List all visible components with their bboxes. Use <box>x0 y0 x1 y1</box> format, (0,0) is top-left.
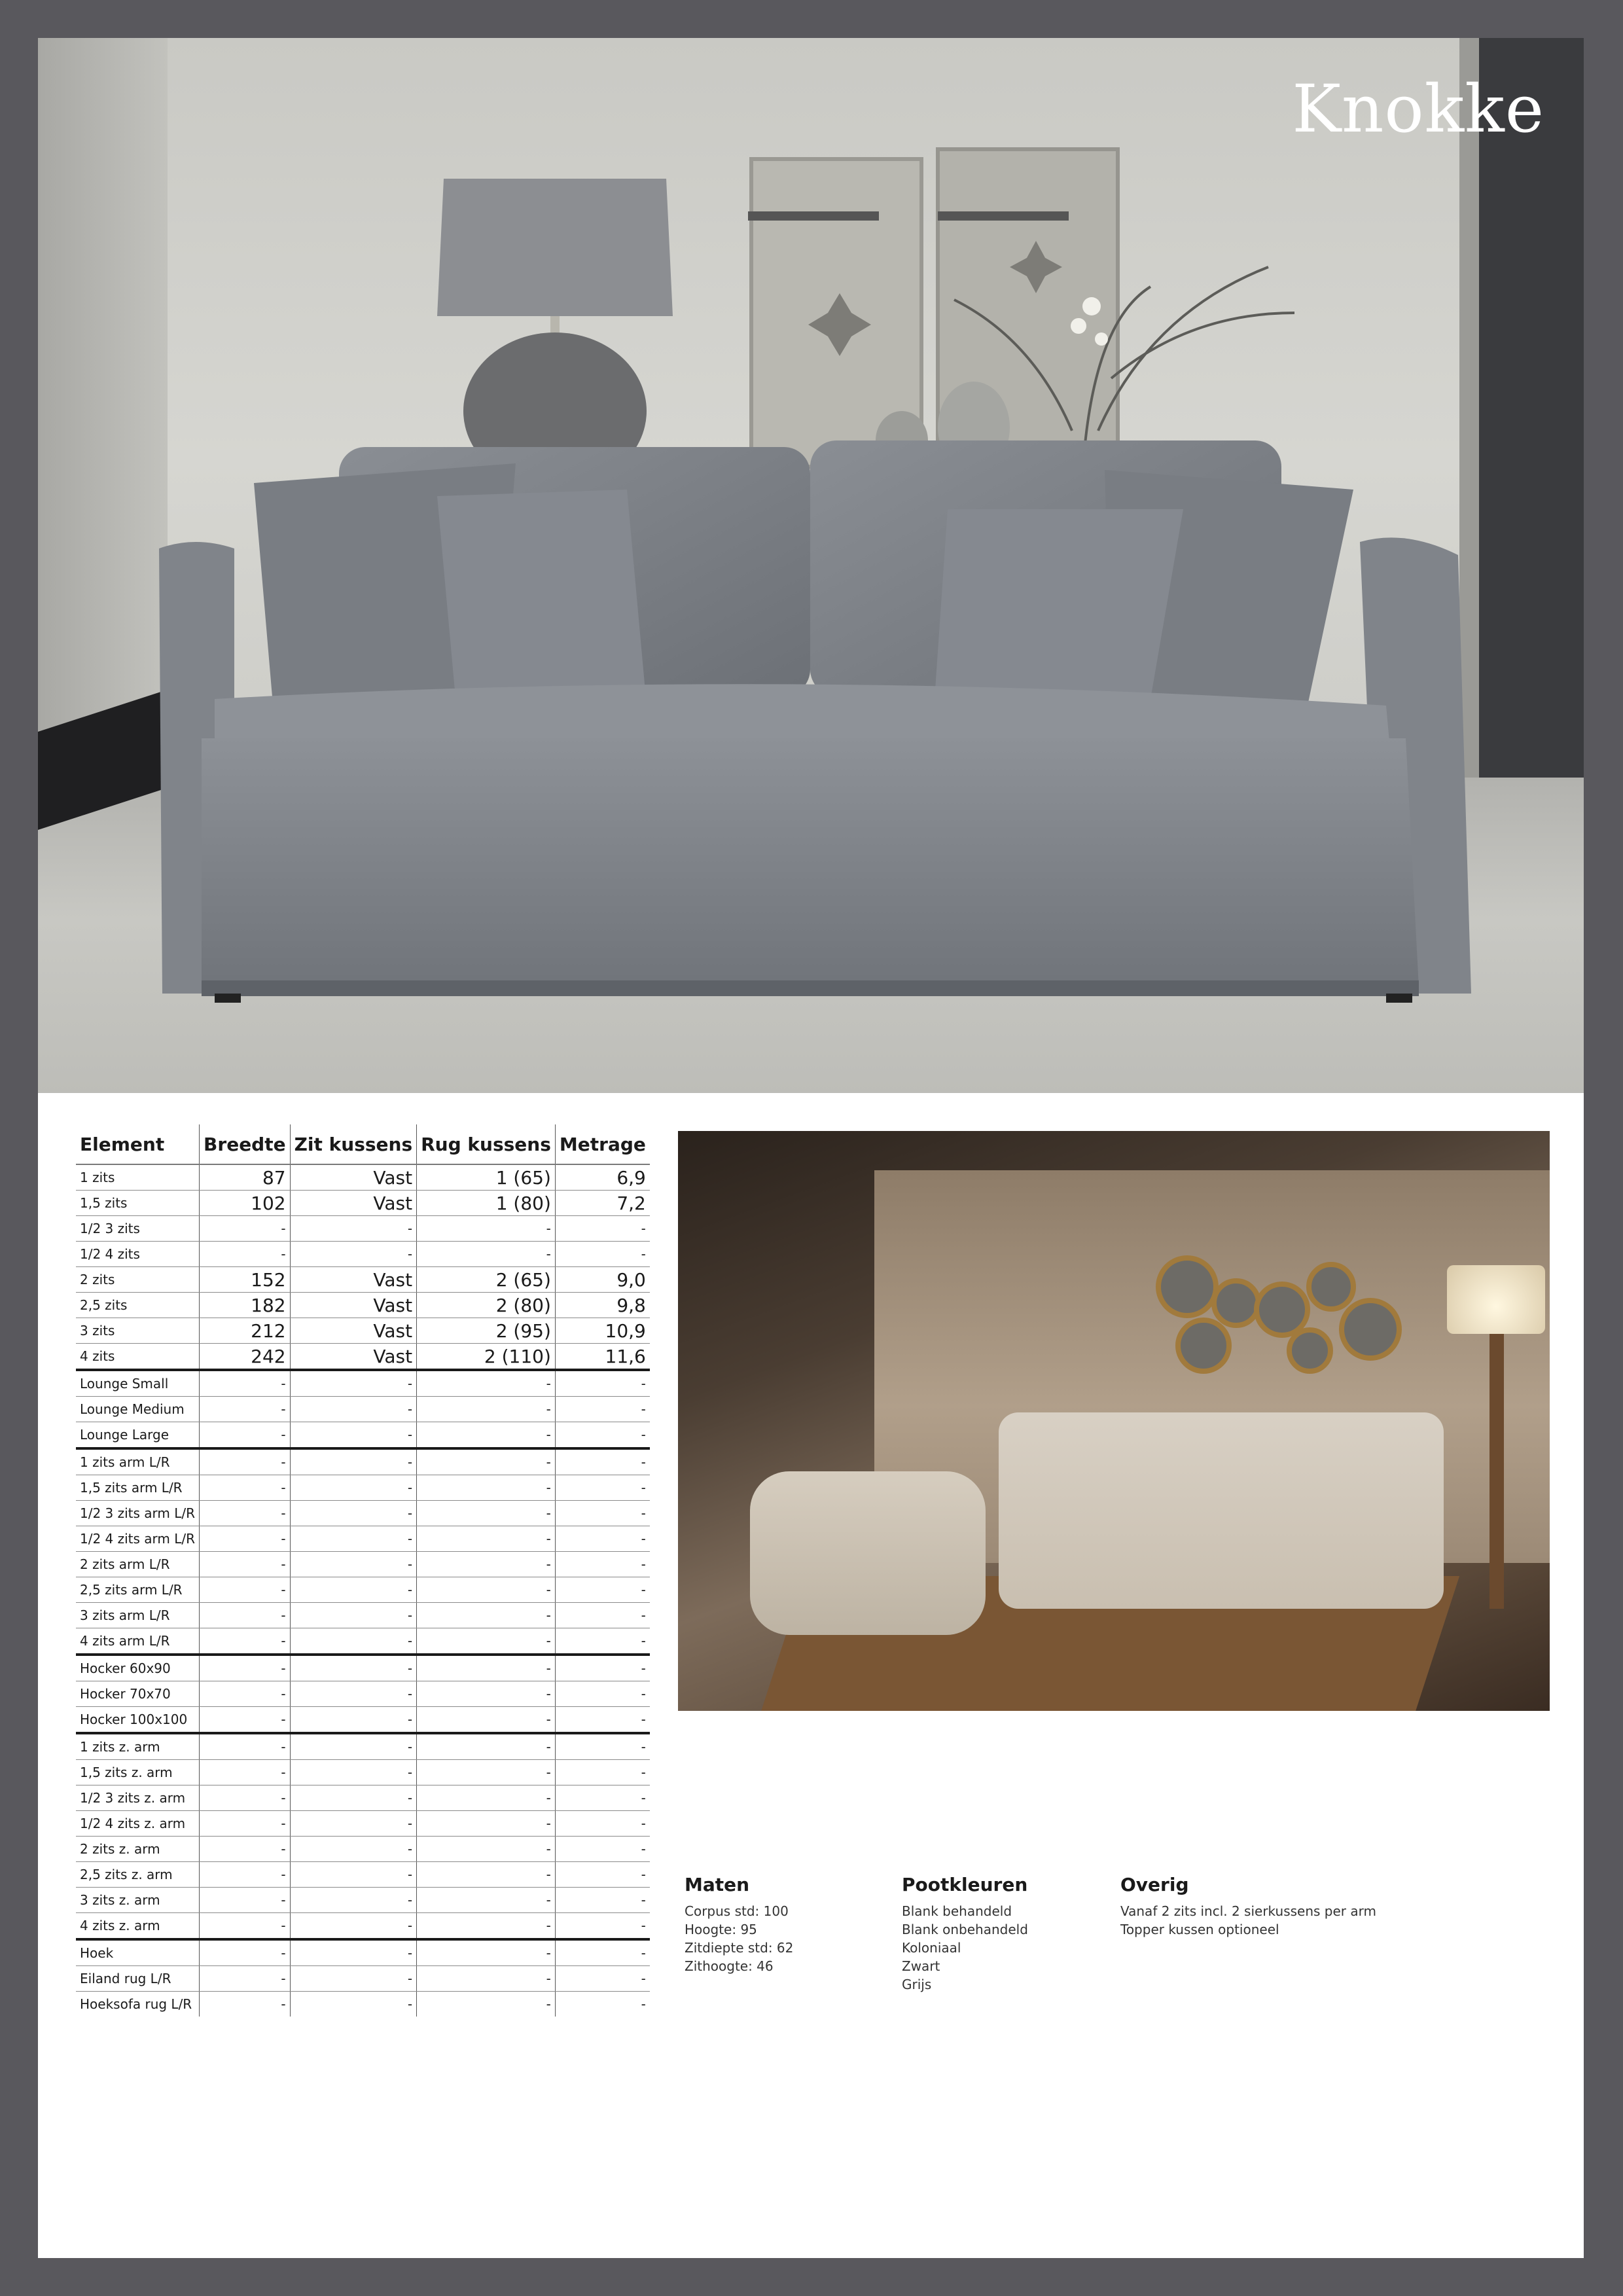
zit-kussens-cell: - <box>290 1448 417 1475</box>
rug-kussens-cell: - <box>417 1475 556 1501</box>
metrage-cell: - <box>555 1216 649 1242</box>
element-cell: 1/2 3 zits <box>76 1216 200 1242</box>
element-cell: Lounge Medium <box>76 1397 200 1422</box>
metrage-cell: - <box>555 1526 649 1552</box>
table-row <box>76 1293 650 1318</box>
maten-section <box>685 1874 793 1975</box>
table-row <box>76 1862 650 1888</box>
element-cell: 2,5 zits z. arm <box>76 1862 200 1888</box>
element-cell: Hocker 100x100 <box>76 1707 200 1734</box>
mirror <box>1156 1255 1219 1318</box>
element-cell: Hocker 60x90 <box>76 1655 200 1681</box>
rug-kussens-cell: - <box>417 1501 556 1526</box>
rug-kussens-cell: - <box>417 1966 556 1992</box>
breedte-cell: - <box>200 1966 291 1992</box>
metrage-cell: - <box>555 1577 649 1603</box>
hero-sofa-photo <box>38 38 1584 1093</box>
rug-kussens-cell: - <box>417 1760 556 1785</box>
metrage-cell: - <box>555 1628 649 1655</box>
rug-kussens-cell: - <box>417 1913 556 1940</box>
rug-kussens-cell: - <box>417 1242 556 1267</box>
rug-kussens-cell: - <box>417 1577 556 1603</box>
mirror <box>1211 1278 1261 1328</box>
mirror <box>1339 1298 1402 1361</box>
table-row <box>76 1628 650 1655</box>
element-cell: 1 zits z. arm <box>76 1733 200 1760</box>
zit-kussens-cell: Vast <box>290 1164 417 1191</box>
rug-kussens-cell: 1 (80) <box>417 1191 556 1216</box>
metrage-cell: - <box>555 1733 649 1760</box>
zit-kussens-cell: - <box>290 1733 417 1760</box>
breedte-cell: - <box>200 1370 291 1397</box>
table-row <box>76 1475 650 1501</box>
table-row <box>76 1448 650 1475</box>
metrage-cell: - <box>555 1370 649 1397</box>
metrage-cell: - <box>555 1837 649 1862</box>
breedte-cell: 102 <box>200 1191 291 1216</box>
zit-kussens-cell: - <box>290 1966 417 1992</box>
maten-line: Hoogte: 95 <box>685 1922 757 1937</box>
breedte-cell: - <box>200 1655 291 1681</box>
metrage-cell: - <box>555 1655 649 1681</box>
table-row <box>76 1164 650 1191</box>
breedte-cell: - <box>200 1448 291 1475</box>
table-row <box>76 1191 650 1216</box>
zit-kussens-cell: Vast <box>290 1293 417 1318</box>
breedte-cell: - <box>200 1992 291 2017</box>
armchair <box>750 1471 986 1635</box>
element-cell: Hoeksofa rug L/R <box>80 1996 192 2012</box>
element-cell: 1/2 4 zits z. arm <box>76 1811 200 1837</box>
breedte-cell: - <box>200 1422 291 1449</box>
table-row <box>76 1526 650 1552</box>
mirror <box>1287 1327 1333 1374</box>
breedte-cell: - <box>200 1526 291 1552</box>
breedte-cell: - <box>200 1760 291 1785</box>
table-row <box>76 1318 650 1344</box>
mirror <box>1175 1318 1232 1374</box>
metrage-cell: - <box>555 1966 649 1992</box>
element-spec-table <box>76 1124 650 2017</box>
rug-kussens-cell: - <box>417 1422 556 1449</box>
element-cell: 4 zits z. arm <box>76 1913 200 1940</box>
rug-kussens-cell: - <box>417 1785 556 1811</box>
rug-kussens-cell: - <box>417 1655 556 1681</box>
table-row <box>76 1577 650 1603</box>
element-cell: 3 zits z. arm <box>76 1888 200 1913</box>
table-row <box>76 1242 650 1267</box>
breedte-cell: - <box>200 1397 291 1422</box>
table-row <box>76 1966 650 1992</box>
zit-kussens-cell: - <box>290 1888 417 1913</box>
zit-kussens-cell: - <box>290 1939 417 1966</box>
rug-kussens-cell: - <box>417 1992 556 2017</box>
table-row <box>76 1888 650 1913</box>
sofa-illustration <box>38 38 1584 1093</box>
header-breedte: Breedte <box>200 1124 291 1164</box>
table-row <box>76 1552 650 1577</box>
table-row <box>76 1344 650 1371</box>
zit-kussens-cell: - <box>290 1655 417 1681</box>
rug-kussens-cell: - <box>417 1526 556 1552</box>
metrage-cell: - <box>555 1501 649 1526</box>
pootkleuren-heading: Pootkleuren <box>902 1874 1028 1895</box>
table-row <box>76 1733 650 1760</box>
breedte-cell: - <box>200 1628 291 1655</box>
element-cell: 2,5 zits <box>76 1293 200 1318</box>
zit-kussens-cell: - <box>290 1501 417 1526</box>
metrage-cell: - <box>555 1760 649 1785</box>
breedte-cell: - <box>200 1862 291 1888</box>
maten-line: Zithoogte: 46 <box>685 1958 774 1974</box>
table-row <box>76 1785 650 1811</box>
header-element: Element <box>76 1124 200 1164</box>
mirror <box>1306 1262 1356 1312</box>
rug-kussens-cell: 2 (80) <box>417 1293 556 1318</box>
element-cell: Lounge Small <box>76 1370 200 1397</box>
pootkleur-line: Koloniaal <box>902 1940 961 1956</box>
overig-heading: Overig <box>1120 1874 1189 1895</box>
rug-kussens-cell: - <box>417 1603 556 1628</box>
zit-kussens-cell: - <box>290 1577 417 1603</box>
element-cell: Hoek <box>76 1939 200 1966</box>
element-cell: 1 zits <box>76 1164 200 1191</box>
overig-line: Vanaf 2 zits incl. 2 sierkussens per arm <box>1120 1903 1376 1919</box>
zit-kussens-cell: - <box>290 1397 417 1422</box>
element-cell: 1/2 4 zits arm L/R <box>76 1526 200 1552</box>
breedte-cell: - <box>200 1913 291 1940</box>
table-row <box>76 1216 650 1242</box>
zit-kussens-cell: - <box>290 1216 417 1242</box>
metrage-cell: - <box>555 1681 649 1707</box>
rug-kussens-cell: - <box>417 1681 556 1707</box>
breedte-cell: - <box>200 1785 291 1811</box>
rug-kussens-cell: - <box>417 1939 556 1966</box>
maten-line: Zitdiepte std: 62 <box>685 1940 794 1956</box>
table-row <box>76 1370 650 1397</box>
rug-kussens-cell: - <box>417 1733 556 1760</box>
element-cell: 3 zits arm L/R <box>76 1603 200 1628</box>
metrage-cell: - <box>555 1397 649 1422</box>
overig-line: Topper kussen optioneel <box>1120 1922 1279 1937</box>
zit-kussens-cell: - <box>290 1811 417 1837</box>
lamp-shade <box>437 179 673 316</box>
table-row <box>76 1501 650 1526</box>
metrage-cell: - <box>555 1785 649 1811</box>
breedte-cell: - <box>200 1733 291 1760</box>
table-row <box>76 1913 650 1940</box>
breedte-cell: - <box>200 1242 291 1267</box>
zit-kussens-cell: - <box>290 1707 417 1734</box>
metrage-cell: - <box>555 1707 649 1734</box>
table-row <box>76 1992 650 2017</box>
metrage-cell: - <box>555 1242 649 1267</box>
table-row <box>76 1422 650 1449</box>
metrage-cell: 7,2 <box>555 1191 649 1216</box>
metrage-cell: - <box>555 1603 649 1628</box>
element-cell: 1/2 4 zits <box>76 1242 200 1267</box>
breedte-cell: - <box>200 1681 291 1707</box>
metrage-cell: - <box>555 1811 649 1837</box>
element-cell: 2 zits arm L/R <box>76 1552 200 1577</box>
zit-kussens-cell: - <box>290 1862 417 1888</box>
zit-kussens-cell: - <box>290 1552 417 1577</box>
pootkleur-line: Grijs <box>902 1977 932 1992</box>
table-row <box>76 1760 650 1785</box>
element-cell: 1,5 zits arm L/R <box>76 1475 200 1501</box>
rug-kussens-cell: - <box>417 1888 556 1913</box>
table-row <box>76 1267 650 1293</box>
metrage-cell: - <box>555 1552 649 1577</box>
breedte-cell: 182 <box>200 1293 291 1318</box>
rug-kussens-cell: - <box>417 1628 556 1655</box>
zit-kussens-cell: - <box>290 1760 417 1785</box>
pootkleuren-section <box>902 1874 1028 1994</box>
pootkleur-line: Blank behandeld <box>902 1903 1012 1919</box>
rug-kussens-cell: - <box>417 1448 556 1475</box>
rug-kussens-cell: - <box>417 1837 556 1862</box>
breedte-cell: 212 <box>200 1318 291 1344</box>
table-row <box>76 1655 650 1681</box>
element-cell: 1,5 zits <box>76 1191 200 1216</box>
element-cell: Hocker 70x70 <box>76 1681 200 1707</box>
rug-kussens-cell: - <box>417 1707 556 1734</box>
breedte-cell: - <box>200 1501 291 1526</box>
pootkleur-line: Zwart <box>902 1958 940 1974</box>
table-row <box>76 1837 650 1862</box>
rug-kussens-cell: - <box>417 1811 556 1837</box>
metrage-cell: 9,0 <box>555 1267 649 1293</box>
breedte-cell: - <box>200 1837 291 1862</box>
zit-kussens-cell: - <box>290 1681 417 1707</box>
metrage-cell: - <box>555 1422 649 1449</box>
element-cell: 2 zits <box>76 1267 200 1293</box>
rug-kussens-cell: 2 (65) <box>417 1267 556 1293</box>
metrage-cell: - <box>555 1992 649 2017</box>
element-cell: 4 zits arm L/R <box>76 1628 200 1655</box>
breedte-cell: 242 <box>200 1344 291 1371</box>
zit-kussens-cell: - <box>290 1475 417 1501</box>
element-cell: 3 zits <box>76 1318 200 1344</box>
breedte-cell: - <box>200 1939 291 1966</box>
product-title: Knokke <box>1292 71 1544 147</box>
zit-kussens-cell: - <box>290 1628 417 1655</box>
element-cell: 2 zits z. arm <box>76 1837 200 1862</box>
zit-kussens-cell: - <box>290 1422 417 1449</box>
header-rug-kussens: Rug kussens <box>417 1124 556 1164</box>
floor-lamp-stand <box>1489 1334 1504 1609</box>
floor-lamp-shade <box>1447 1265 1545 1334</box>
table-row <box>76 1681 650 1707</box>
zit-kussens-cell: - <box>290 1785 417 1811</box>
rug-kussens-cell: - <box>417 1552 556 1577</box>
element-cell: 1,5 zits z. arm <box>76 1760 200 1785</box>
zit-kussens-cell: Vast <box>290 1318 417 1344</box>
zit-kussens-cell: - <box>290 1370 417 1397</box>
metrage-cell: 10,9 <box>555 1318 649 1344</box>
table-row <box>76 1603 650 1628</box>
room-scene-photo <box>678 1131 1550 1711</box>
rug-kussens-cell: - <box>417 1370 556 1397</box>
maten-heading: Maten <box>685 1874 750 1895</box>
catalog-sheet <box>38 38 1584 2258</box>
header-zit-kussens: Zit kussens <box>290 1124 417 1164</box>
zit-kussens-cell: - <box>290 1913 417 1940</box>
rug-kussens-cell: - <box>417 1862 556 1888</box>
metrage-cell: - <box>555 1913 649 1940</box>
metrage-cell: 11,6 <box>555 1344 649 1371</box>
pootkleur-line: Blank onbehandeld <box>902 1922 1028 1937</box>
metrage-cell: - <box>555 1939 649 1966</box>
table-row <box>76 1707 650 1734</box>
breedte-cell: - <box>200 1475 291 1501</box>
rug-kussens-cell: 2 (95) <box>417 1318 556 1344</box>
breedte-cell: - <box>200 1603 291 1628</box>
element-cell: Lounge Large <box>76 1422 200 1449</box>
metrage-cell: - <box>555 1862 649 1888</box>
breedte-cell: 152 <box>200 1267 291 1293</box>
rug-kussens-cell: 1 (65) <box>417 1164 556 1191</box>
zit-kussens-cell: - <box>290 1526 417 1552</box>
metrage-cell: - <box>555 1475 649 1501</box>
zit-kussens-cell: Vast <box>290 1344 417 1371</box>
element-cell: Eiland rug L/R <box>76 1966 200 1992</box>
breedte-cell: - <box>200 1888 291 1913</box>
breedte-cell: - <box>200 1216 291 1242</box>
maten-line: Corpus std: 100 <box>685 1903 789 1919</box>
rug-kussens-cell: - <box>417 1397 556 1422</box>
metrage-cell: 9,8 <box>555 1293 649 1318</box>
breedte-cell: - <box>200 1707 291 1734</box>
zit-kussens-cell: - <box>290 1242 417 1267</box>
zit-kussens-cell: - <box>290 1603 417 1628</box>
rug-kussens-cell: 2 (110) <box>417 1344 556 1371</box>
element-cell: 1 zits arm L/R <box>76 1448 200 1475</box>
zit-kussens-cell: - <box>290 1837 417 1862</box>
breedte-cell: - <box>200 1552 291 1577</box>
table-row <box>76 1811 650 1837</box>
element-cell: 4 zits <box>76 1344 200 1371</box>
metrage-cell: - <box>555 1888 649 1913</box>
breedte-cell: 87 <box>200 1164 291 1191</box>
table-header-row <box>76 1124 650 1164</box>
rug-kussens-cell: - <box>417 1216 556 1242</box>
header-metrage: Metrage <box>555 1124 649 1164</box>
zit-kussens-cell: Vast <box>290 1191 417 1216</box>
table-row <box>76 1939 650 1966</box>
sofa <box>999 1412 1444 1609</box>
breedte-cell: - <box>200 1577 291 1603</box>
zit-kussens-cell: - <box>290 1992 417 2017</box>
metrage-cell: - <box>555 1448 649 1475</box>
element-cell: 1/2 3 zits z. arm <box>76 1785 200 1811</box>
zit-kussens-cell: Vast <box>290 1267 417 1293</box>
metrage-cell: 6,9 <box>555 1164 649 1191</box>
breedte-cell: - <box>200 1811 291 1837</box>
table-row <box>76 1397 650 1422</box>
overig-section <box>1120 1874 1376 1939</box>
element-cell: 1/2 3 zits arm L/R <box>76 1501 200 1526</box>
element-cell: 2,5 zits arm L/R <box>76 1577 200 1603</box>
